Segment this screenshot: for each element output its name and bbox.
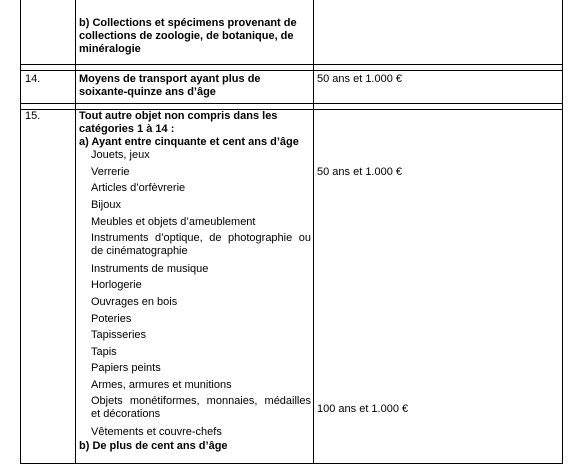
list-item: Meubles et objets d’ameublement (91, 216, 256, 228)
list-item: Articles d’orfèvrerie (91, 182, 186, 194)
list-item: Objets monétiformes, monnaies, médailles et décorations (91, 395, 311, 420)
row-15-number: 15. (25, 110, 41, 122)
list-item: Papiers peints (91, 362, 161, 374)
list-item: Ouvrages en bois (91, 296, 178, 308)
row-separator (20, 70, 563, 71)
row-14-description: Moyens de transport ayant plus de soixante-quinze ans d’âge (79, 73, 261, 98)
row-14-number: 14. (25, 73, 41, 85)
row-15-sub-a: a) Ayant entre cinquante et cent ans d’âge (79, 136, 299, 148)
row-15-threshold-a: 50 ans et 1.000 € (317, 166, 403, 178)
list-item: Armes, armures et munitions (91, 379, 232, 391)
row-b-heading: b) Collections et spécimens provenant de collections de zoologie, de botanique, de minéralogie (79, 17, 297, 55)
row-15-sub-b: b) De plus de cent ans d’âge (79, 440, 228, 452)
list-item: Horlogerie (91, 279, 142, 291)
list-item: Tapis (91, 346, 117, 358)
list-item: Tapisseries (91, 329, 147, 341)
list-item: Bijoux (91, 199, 121, 211)
row-14-threshold: 50 ans et 1.000 € (317, 73, 403, 85)
list-item: Poteries (91, 313, 132, 325)
row-15-intro: Tout autre objet non compris dans les catégories 1 à 14 : (79, 110, 278, 135)
row-separator (20, 64, 563, 65)
table-border-bottom (20, 463, 563, 464)
list-item: Verrerie (91, 166, 130, 178)
list-item: Jouets, jeux (91, 149, 150, 161)
list-item: Instruments de musique (91, 263, 209, 275)
goods-table (20, 0, 563, 464)
row-separator (20, 103, 563, 104)
row-15-threshold-b: 100 ans et 1.000 € (317, 403, 409, 415)
list-item: Instruments d’optique, de photographie ou de cinématographie (91, 232, 311, 257)
list-item: Vêtements et couvre-chefs (91, 426, 222, 438)
